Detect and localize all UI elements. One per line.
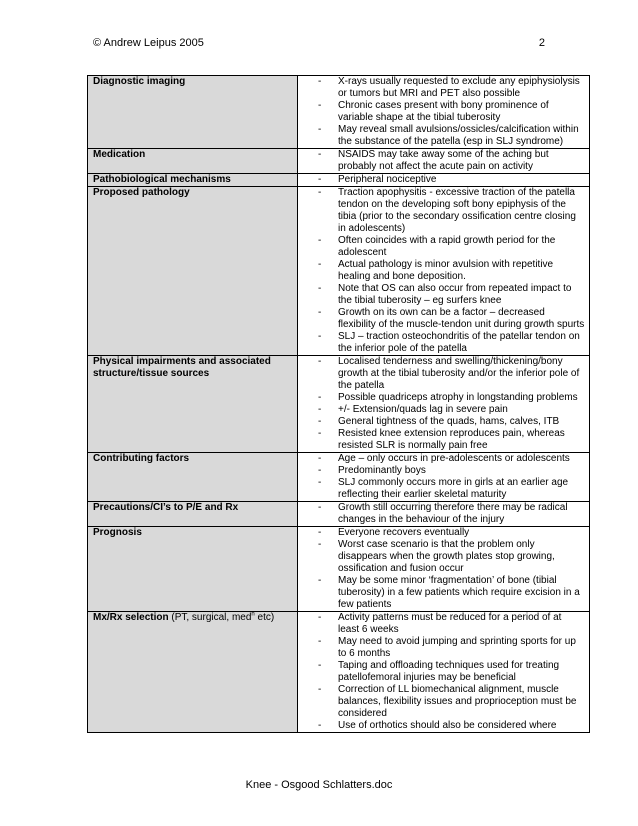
row-items-cell xyxy=(298,612,590,733)
row-items-cell xyxy=(298,527,590,612)
list-item: - X-rays usually requested to exclude any epiphysiolysis or tumors but MRI and PET also possible xyxy=(318,76,585,100)
row-label: Physical impairments and associated structure/tissue sources xyxy=(93,356,271,379)
row-label: Mx/Rx selection xyxy=(93,612,169,623)
table-row xyxy=(88,356,590,453)
row-label: Contributing factors xyxy=(93,453,190,464)
list-item: - Actual pathology is minor avulsion with repetitive healing and bone deposition. xyxy=(318,259,585,283)
row-label-cell xyxy=(88,76,298,149)
row-label-cell xyxy=(88,187,298,356)
list-item: - Chronic cases present with bony prominence of variable shape at the tibial tuberosity xyxy=(318,100,585,124)
list-item: - SLJ – traction osteochondritis of the patellar tendon on the inferior pole of the patella xyxy=(318,331,585,355)
list-item: - Worst case scenario is that the problem only disappears when the growth plates stop growing, ossification and fusion occur xyxy=(318,539,585,575)
row-label-cell xyxy=(88,612,298,733)
list-item: - Often coincides with a rapid growth period for the adolescent xyxy=(318,235,585,259)
list-item: - Growth still occurring therefore there may be radical changes in the behaviour of the injury xyxy=(318,502,585,526)
table-row xyxy=(88,612,590,733)
list-item: - Resisted knee extension reproduces pain, whereas resisted SLR is normally pain free xyxy=(318,428,585,452)
list-item: - +/- Extension/quads lag in severe pain xyxy=(318,404,585,416)
table-row xyxy=(88,453,590,502)
row-items-cell xyxy=(298,76,590,149)
list-item: - Use of orthotics should also be considered where xyxy=(318,720,585,732)
row-label-suffix: (PT, surgical, med xyxy=(168,612,252,623)
list-item: - Note that OS can also occur from repeated impact to the tibial tuberosity – eg surfers knee xyxy=(318,283,585,307)
list-item: - Traction apophysitis - excessive traction of the patella tendon on the developing soft bony epiphysis of the tibia (prior to the secondary ossification centre closing in adolescents) xyxy=(318,187,585,235)
row-label-cell xyxy=(88,502,298,527)
bullet-list xyxy=(318,527,585,611)
list-item: - Correction of LL biomechanical alignment, muscle balances, flexibility issues and proprioception must be considered xyxy=(318,684,585,720)
row-label-cell xyxy=(88,149,298,174)
table-row xyxy=(88,174,590,187)
row-label: Prognosis xyxy=(93,527,142,538)
table-row xyxy=(88,502,590,527)
row-label: Pathobiological mechanisms xyxy=(93,174,231,185)
row-items-cell xyxy=(298,356,590,453)
list-item: - May need to avoid jumping and sprinting sports for up to 6 months xyxy=(318,636,585,660)
row-label-superscript: n xyxy=(251,611,255,618)
list-item: - Peripheral nociceptive xyxy=(318,174,585,186)
row-label-cell xyxy=(88,453,298,502)
list-item: - May be some minor ‘fragmentation’ of bone (tibial tuberosity) in a few patients which require excision in a few patients xyxy=(318,575,585,611)
table-row xyxy=(88,149,590,174)
row-items-cell xyxy=(298,174,590,187)
bullet-list xyxy=(318,174,585,186)
row-label-cell xyxy=(88,174,298,187)
list-item: - Everyone recovers eventually xyxy=(318,527,585,539)
bullet-list xyxy=(318,612,585,732)
condition-table xyxy=(87,75,590,733)
page-number: 2 xyxy=(538,37,545,49)
list-item: - General tightness of the quads, hams, calves, ITB xyxy=(318,416,585,428)
list-item: - Age – only occurs in pre-adolescents or adolescents xyxy=(318,453,585,465)
list-item: - Predominantly boys xyxy=(318,465,585,477)
bullet-list xyxy=(318,502,585,526)
row-label: Medication xyxy=(93,149,146,160)
table-row xyxy=(88,187,590,356)
list-item: - Activity patterns must be reduced for a period of at least 6 weeks xyxy=(318,612,585,636)
list-item: - NSAIDS may take away some of the aching but probably not affect the acute pain on activity xyxy=(318,149,585,173)
row-label-cell xyxy=(88,527,298,612)
list-item: - Possible quadriceps atrophy in longstanding problems xyxy=(318,392,585,404)
row-items-cell xyxy=(298,187,590,356)
row-label: Proposed pathology xyxy=(93,187,190,198)
table-row xyxy=(88,527,590,612)
page-footer: Knee - Osgood Schlatters.doc xyxy=(245,779,393,791)
row-label: Diagnostic imaging xyxy=(93,76,186,87)
list-item: - Growth on its own can be a factor – decreased flexibility of the muscle-tendon unit during growth spurts xyxy=(318,307,585,331)
table-row xyxy=(88,76,590,149)
list-item: - Taping and offloading techniques used for treating patellofemoral injuries may be beneficial xyxy=(318,660,585,684)
bullet-list xyxy=(318,149,585,173)
bullet-list xyxy=(318,187,585,355)
row-label: Precautions/CI’s to P/E and Rx xyxy=(93,502,239,513)
row-items-cell xyxy=(298,149,590,174)
list-item: - May reveal small avulsions/ossicles/calcification within the substance of the patella (esp in SLJ syndrome) xyxy=(318,124,585,148)
copyright-text: © Andrew Leipus 2005 xyxy=(93,37,204,49)
row-items-cell xyxy=(298,453,590,502)
list-item: - SLJ commonly occurs more in girls at an earlier age reflecting their earlier skeletal maturity xyxy=(318,477,585,501)
bullet-list xyxy=(318,76,585,148)
list-item: - Localised tenderness and swelling/thickening/bony growth at the tibial tuberosity and/or the inferior pole of the patella xyxy=(318,356,585,392)
bullet-list xyxy=(318,453,585,501)
row-label-end: etc) xyxy=(254,612,275,623)
row-label-cell xyxy=(88,356,298,453)
bullet-list xyxy=(318,356,585,452)
row-items-cell xyxy=(298,502,590,527)
